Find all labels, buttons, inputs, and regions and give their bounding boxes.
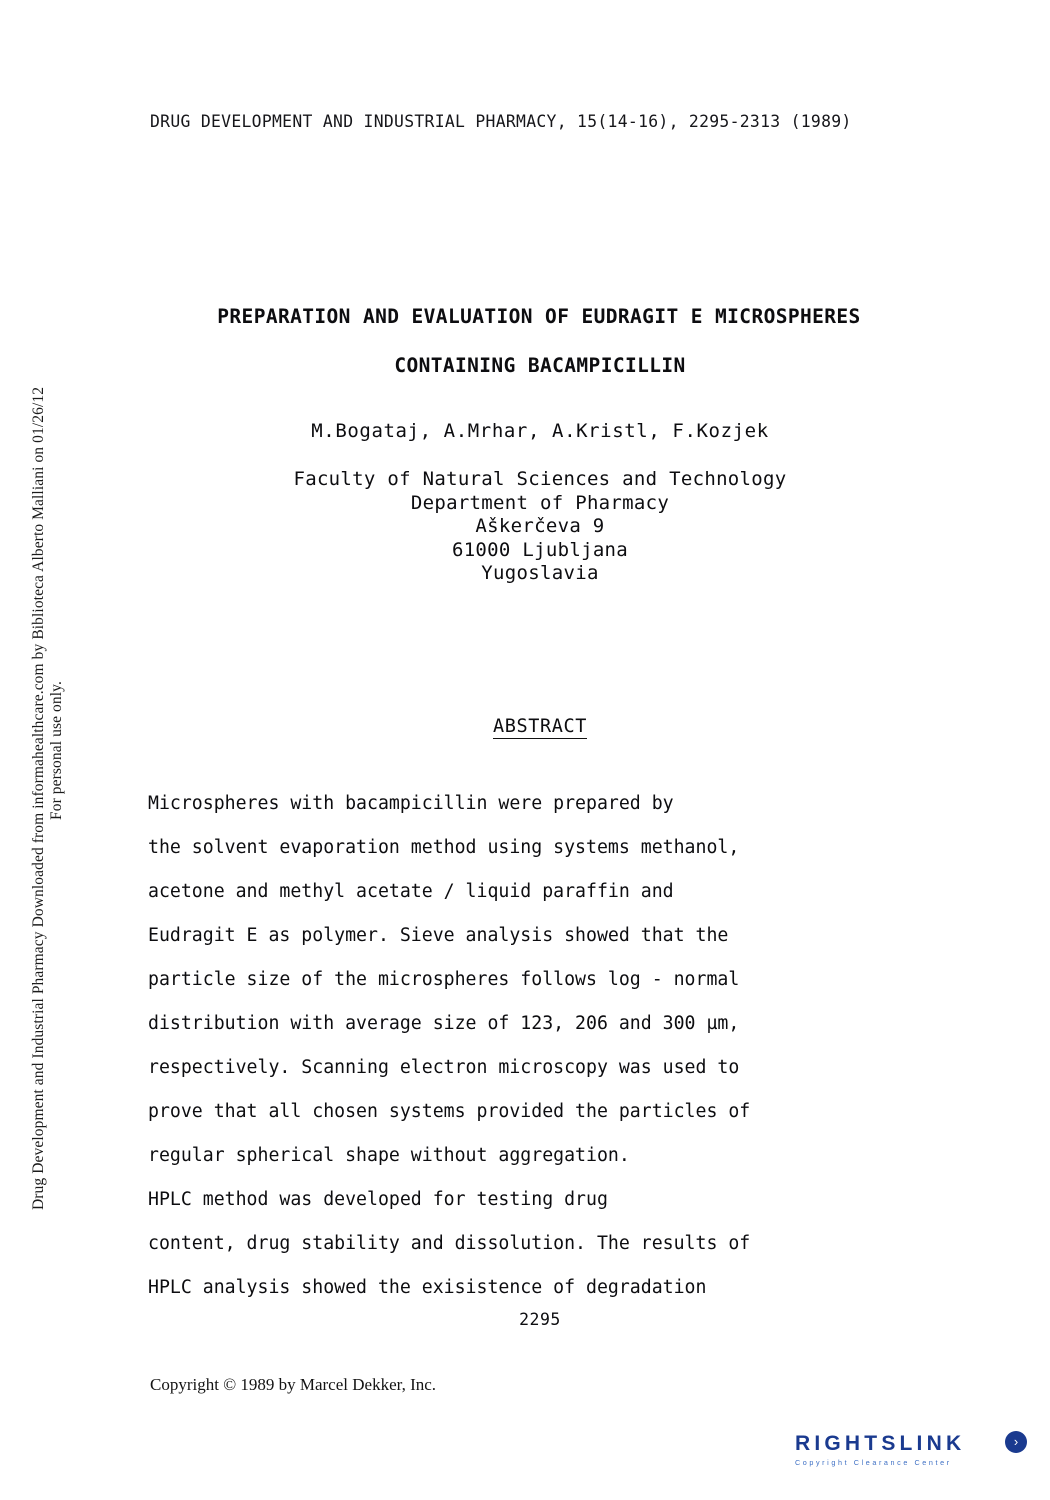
rightslink-logo[interactable]: [795, 1432, 1027, 1476]
abstract-line: acetone and methyl acetate / liquid paraffin and: [148, 881, 674, 902]
watermark-source-line: Drug Development and Industrial Pharmacy Downloaded from informahealthcare.com by Biblioteca Alberto Malliani on 01/26/12: [30, 386, 47, 1210]
abstract-line: prove that all chosen systems provided the particles of: [148, 1101, 751, 1122]
author-list: M.Bogataj, A.Mrhar, A.Kristl, F.Kozjek: [311, 420, 769, 442]
abstract-line: content, drug stability and dissolution. The results of: [148, 1233, 751, 1254]
rightslink-subtitle: Copyright Clearance Center: [795, 1458, 952, 1467]
abstract-line: HPLC method was developed for testing drug: [148, 1189, 608, 1210]
chevron-right-icon: ›: [1005, 1431, 1027, 1453]
affiliation-line: Faculty of Natural Sciences and Technology: [293, 468, 787, 490]
title-line-2: CONTAINING BACAMPICILLIN: [394, 354, 686, 377]
affiliation-line: 61000 Ljubljana: [451, 538, 629, 561]
abstract-heading-text: ABSTRACT: [493, 716, 587, 737]
abstract-line: respectively. Scanning electron microscopy was used to: [148, 1057, 740, 1078]
affiliation-block: [140, 468, 940, 586]
abstract-line: Microspheres with bacampicillin were prepared by: [148, 793, 674, 814]
affiliation-line: Department of Pharmacy: [410, 491, 670, 514]
abstract-body: [148, 782, 910, 1310]
abstract-line: the solvent evaporation method using systems methanol,: [148, 837, 740, 858]
affiliation-line: Aškerčeva 9: [475, 515, 605, 537]
journal-citation-header: DRUG DEVELOPMENT AND INDUSTRIAL PHARMACY, 15(14-16), 2295-2313 (1989): [150, 112, 852, 131]
abstract-line: HPLC analysis showed the exisistence of degradation: [148, 1277, 707, 1298]
rightslink-wordmark: RIGHTSLINK: [795, 1432, 966, 1455]
page-title: [140, 305, 940, 377]
abstract-heading: [140, 716, 940, 737]
watermark-usage-line: For personal use only.: [48, 681, 65, 820]
affiliation-line: Yugoslavia: [481, 562, 599, 584]
page-number: 2295: [519, 1310, 561, 1329]
abstract-line: particle size of the microspheres follows log - normal: [148, 969, 740, 990]
title-line-1: PREPARATION AND EVALUATION OF EUDRAGIT E MICROSPHERES: [217, 305, 861, 328]
abstract-line: distribution with average size of 123, 206 and 300 µm,: [148, 1013, 740, 1034]
copyright-notice: Copyright © 1989 by Marcel Dekker, Inc.: [150, 1375, 437, 1394]
abstract-line: Eudragit E as polymer. Sieve analysis showed that the: [148, 925, 729, 946]
download-watermark: [0, 0, 64, 1500]
abstract-line: regular spherical shape without aggregation.: [148, 1145, 630, 1166]
